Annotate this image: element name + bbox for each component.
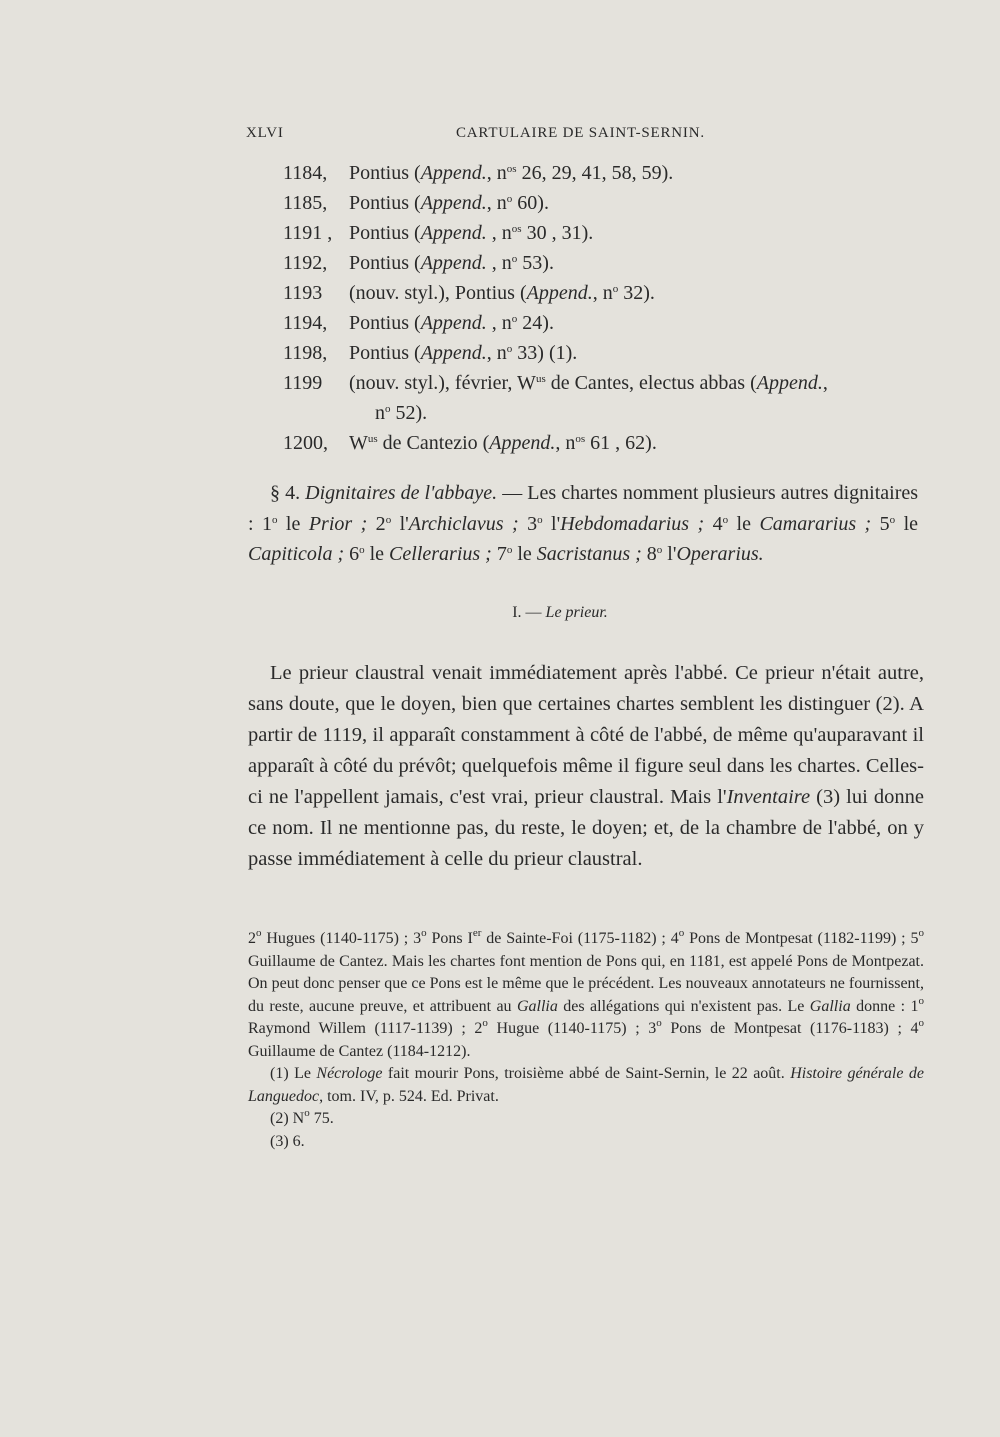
body-paragraph: Le prieur claustral venait immédiatement après l'abbé. Ce prieur n'était autre, sans doute, que le doyen, bien que certaines chartes semblent les distinguer (2). A partir de 1119, il apparaît constamment à côté de l'abbé, de même qu'auparavant il apparaît à côté du prévôt; quelquefois même il figure seul dans les chartes. Celles-ci ne l'appellent jamais, c'est vrai, prieur claustral. Mais l'Inventaire (3) lui donne ce nom. Il ne mentionne pas, du reste, le doyen; et, de la chambre de l'abbé, on y passe immédiatement à celle du prieur claustral. xyxy=(248,662,924,870)
footnote-continuation: 2$^o$ Hugues (1140-1175) ; 3$^o$ Pons Ier de Sainte-Foi (1175-1182) ; 4$^o$ Pons de Montpesat (1182-1199) ; 5$^o$ Guillaume de Cantez. Mais les chartes font mention de Pons qui, en 1181, est appelé Pons de Montpezat. On peut donc penser que ce Pons est le même que le précédent. Les nouveaux annotateurs ne fournissent, du reste, aucune preuve, et attribuent au Gallia des allégations qui n'existent pas. Le Gallia donne : 1$^o$ Raymond Willem (1117-1139) ; 2$^o$ Hugue (1140-1175) ; 3$^o$ Pons de Montpesat (1176-1183) ; 4$^o$ Guillaume de Cantez (1184-1212). xyxy=(248,927,925,1060)
year-entry: 1199 (nouv. styl.), février, $W^{us}$ de Cantes, electus abbas (Append., xyxy=(283,372,828,394)
year-entry: 1185, Pontius (Append., $n^o$ 60). xyxy=(283,192,549,214)
year-entry: 1193 (nouv. styl.), Pontius (Append., $n^o$ 32). xyxy=(283,282,655,304)
subheading: I. — Le prieur. xyxy=(512,604,608,621)
running-title: CARTULAIRE DE SAINT-SERNIN. xyxy=(456,125,705,141)
year-list xyxy=(283,158,963,458)
footnote-1: (1) Le Nécrologe fait mourir Pons, troisième abbé de Saint-Sernin, le 22 août. Histoire générale de Languedoc, tom. IV, p. 524. Ed. Privat. xyxy=(248,1065,925,1105)
footnote-3: (3) 6. xyxy=(270,1132,305,1150)
year-entry: 1192, Pontius (Append. , $n^o$ 53). xyxy=(283,252,554,274)
page-number: XLVI xyxy=(246,125,284,141)
section-4-paragraph: § 4. Dignitaires de l'abbaye. — Les chartes nomment plusieurs autres dignitaires : 1$^o$ le Prior ; 2$^o$ l'Archiclavus ; 3$^o$ l'Hebdomadarius ; 4$^o$ le Camararius ; 5$^o$ le Capiticola ; 6$^o$ le Cellerarius ; 7$^o$ le Sacristanus ; 8$^o$ l'Operarius. xyxy=(248,482,919,565)
footnote-2: (2) $N^o$ 75. xyxy=(270,1107,334,1127)
year-entry-continuation: $n^o$ 52). xyxy=(375,402,428,424)
year-entry: 1191 , Pontius (Append. , $n^{os}$ 30 , 31). xyxy=(283,222,594,244)
year-entry: 1184, Pontius (Append., $n^{os}$ 26, 29, 41, 58, 59). xyxy=(283,162,674,184)
footnotes xyxy=(248,928,924,1153)
section-4-title: Dignitaires de l'abbaye. xyxy=(305,482,498,504)
year-entry: 1198, Pontius (Append., $n^o$ 33) (1). xyxy=(283,342,578,364)
year-entry: 1200, $W^{us}$ de Cantezio (Append., $n^{os}$ 61 , 62). xyxy=(283,432,657,454)
year-entry: 1194, Pontius (Append. , $n^o$ 24). xyxy=(283,312,554,334)
